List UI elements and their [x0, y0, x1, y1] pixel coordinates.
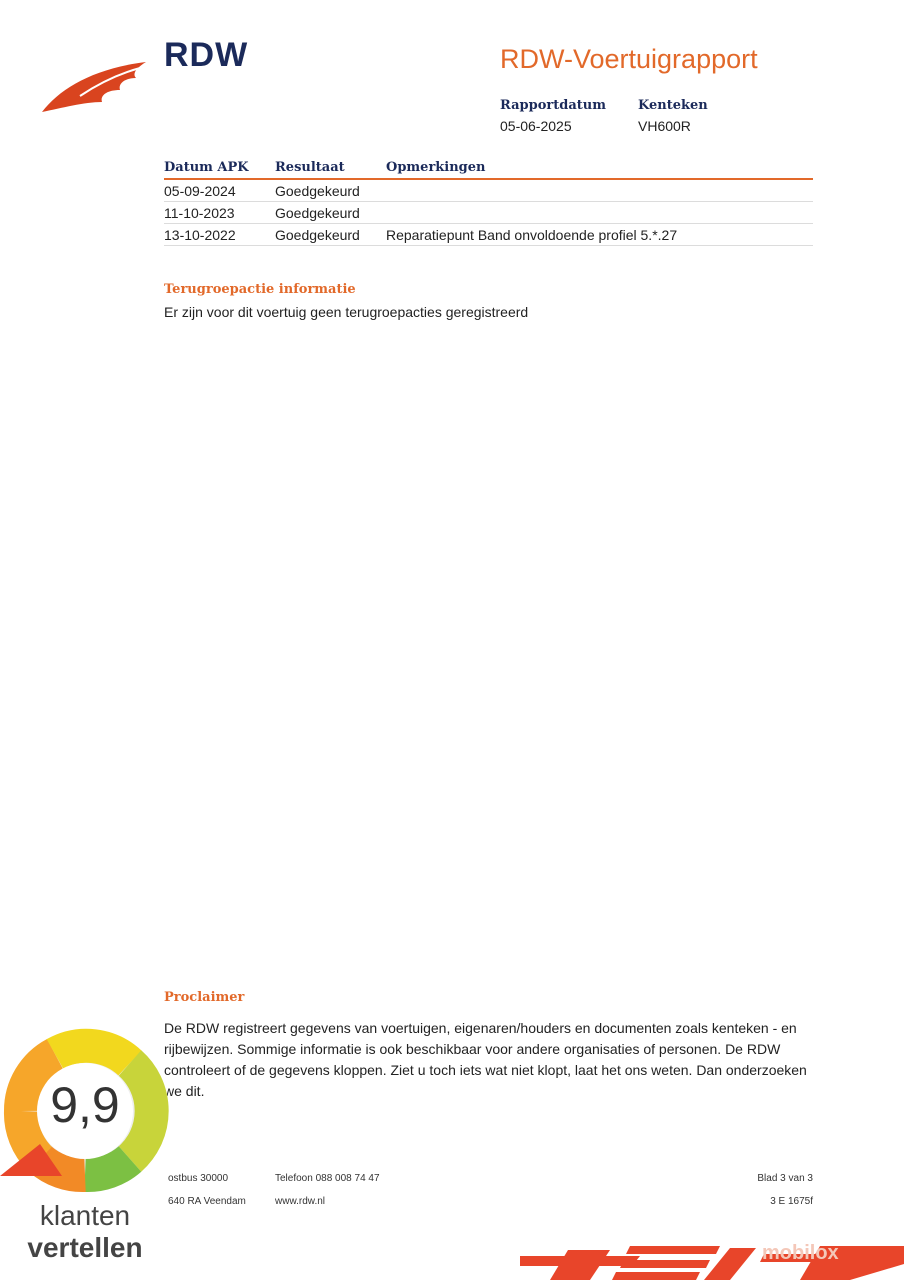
rating-label-vertellen: vertellen: [27, 1232, 143, 1263]
column-header-date: Datum APK: [164, 158, 275, 179]
cell-remarks: Reparatiepunt Band onvoldoende profiel 5.*.27: [386, 224, 813, 246]
apk-table: [164, 158, 813, 246]
column-header-result: Resultaat: [275, 158, 386, 179]
proclaimer-line: we dit.: [164, 1083, 205, 1099]
cell-date: 11-10-2023: [164, 202, 275, 224]
rdw-logo-icon: [40, 58, 150, 114]
plate-value: VH600R: [638, 118, 691, 134]
report-title: RDW-Voertuigrapport: [500, 44, 758, 74]
cell-result: Goedgekeurd: [275, 224, 386, 246]
proclaimer-line: controleert of de gegevens kloppen. Ziet u toch iets wat niet klopt, laat het ons weten. Dan onderzoeken: [164, 1062, 807, 1078]
proclaimer-heading: Proclaimer: [164, 990, 245, 1005]
cell-result: Goedgekeurd: [275, 179, 386, 202]
decorative-stripes-icon: [520, 1244, 904, 1280]
table-row: [164, 179, 813, 202]
proclaimer-line: De RDW registreert gegevens van voertuigen, eigenaren/houders en documenten zoals kenteken - en: [164, 1020, 797, 1036]
footer-postcode: 640 RA Veendam: [168, 1196, 246, 1207]
footer-website[interactable]: www.rdw.nl: [275, 1196, 326, 1207]
footer-page-number: Blad 3 van 3: [757, 1173, 813, 1184]
footer-phone: Telefoon 088 008 74 47: [275, 1173, 380, 1184]
cell-result: Goedgekeurd: [275, 202, 386, 224]
rating-label-klanten: klanten: [39, 1200, 131, 1231]
table-row: [164, 224, 813, 246]
column-header-remarks: Opmerkingen: [386, 158, 813, 179]
cell-remarks: [386, 202, 813, 224]
table-row: [164, 202, 813, 224]
recall-text: Er zijn voor dit voertuig geen terugroepacties geregistreerd: [164, 304, 529, 320]
proclaimer-line: rijbewijzen. Sommige informatie is ook beschikbaar voor andere organisaties of personen. De RDW: [164, 1041, 781, 1057]
table-header-row: [164, 158, 813, 179]
rating-score: 9,9: [50, 1077, 120, 1133]
cell-date: 13-10-2022: [164, 224, 275, 246]
plate-label: Kenteken: [638, 98, 708, 113]
cell-remarks: [386, 179, 813, 202]
proclaimer-text: [164, 1018, 814, 1102]
watermark: mobilox: [762, 1242, 839, 1264]
footer-code: 3 E 1675f: [770, 1196, 813, 1207]
cell-date: 05-09-2024: [164, 179, 275, 202]
recall-heading: Terugroepactie informatie: [164, 282, 356, 297]
footer-postbus: ostbus 30000: [168, 1173, 229, 1184]
brand-name: RDW: [164, 36, 249, 74]
report-date-value: 05-06-2025: [500, 118, 572, 134]
report-date-label: Rapportdatum: [500, 98, 606, 113]
